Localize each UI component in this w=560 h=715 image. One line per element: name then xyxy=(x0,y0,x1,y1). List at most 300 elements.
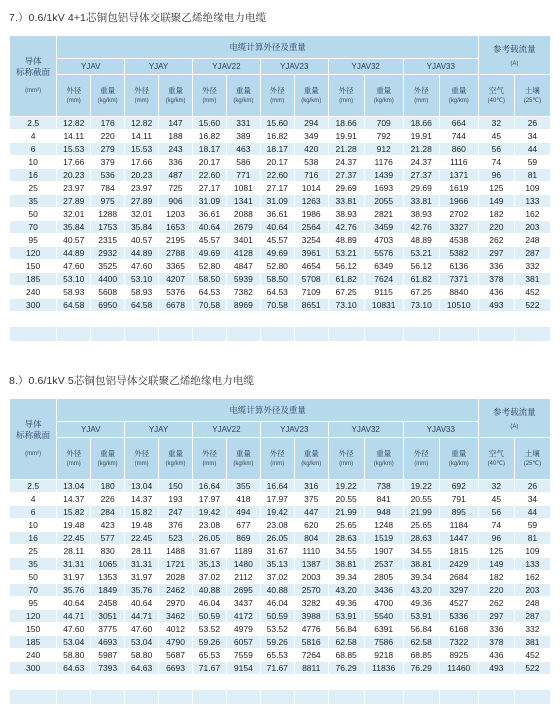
value-cell: 378 xyxy=(478,636,514,649)
empty-cell xyxy=(260,690,294,705)
section-title-8: 8.）0.6/1kV 5芯铜包铝导体交联聚乙烯绝缘电力电缆 xyxy=(9,375,255,387)
value-cell: 7322 xyxy=(439,636,478,649)
value-cell: 31.09 xyxy=(192,195,226,208)
value-cell: 4654 xyxy=(294,260,328,273)
empty-cell xyxy=(328,690,364,705)
empty-row xyxy=(10,690,551,705)
value-cell: 61.82 xyxy=(328,273,364,286)
value-cell: 1488 xyxy=(159,545,193,558)
od-subheader-unit: (mm) xyxy=(202,97,217,104)
value-cell: 32 xyxy=(478,480,514,493)
empty-cell xyxy=(260,327,294,342)
value-cell: 22.60 xyxy=(192,169,226,182)
table-row xyxy=(10,234,551,247)
value-cell: 56.12 xyxy=(328,260,364,273)
value-cell: 349 xyxy=(294,130,328,143)
weight-subheader xyxy=(91,75,125,117)
empty-cell xyxy=(91,675,125,690)
size-cell: 25 xyxy=(10,182,57,195)
model-header: YJAV22 xyxy=(192,59,260,75)
value-cell: 150 xyxy=(159,480,193,493)
od-subheader-unit: (mm) xyxy=(270,97,285,104)
value-cell: 47.60 xyxy=(57,623,91,636)
value-cell: 860 xyxy=(439,143,478,156)
value-cell: 96 xyxy=(478,169,514,182)
value-cell: 21.99 xyxy=(403,506,439,519)
value-cell: 9154 xyxy=(226,662,260,675)
size-cell: 2.5 xyxy=(10,117,57,130)
value-cell: 18.66 xyxy=(328,117,364,130)
value-cell: 7393 xyxy=(91,662,125,675)
empty-cell xyxy=(478,327,514,342)
air-subheader-unit: (40℃) xyxy=(487,97,506,104)
value-cell: 2028 xyxy=(159,571,193,584)
value-cell: 35.84 xyxy=(125,221,159,234)
weight-subheader-unit: (kg/km) xyxy=(448,97,469,104)
value-cell: 24.37 xyxy=(328,156,364,169)
value-cell: 73.10 xyxy=(403,299,439,312)
value-cell: 64.63 xyxy=(125,662,159,675)
value-cell: 664 xyxy=(439,117,478,130)
value-cell: 58.93 xyxy=(125,286,159,299)
value-cell: 536 xyxy=(91,169,125,182)
value-cell: 28.63 xyxy=(403,532,439,545)
value-cell: 31.97 xyxy=(125,571,159,584)
od-subheader-unit: (mm) xyxy=(66,97,81,104)
value-cell: 6950 xyxy=(91,299,125,312)
value-cell: 14.37 xyxy=(125,493,159,506)
size-header-unit: (mm²) xyxy=(25,87,42,94)
value-cell: 26.05 xyxy=(192,532,226,545)
size-cell: 185 xyxy=(10,636,57,649)
value-cell: 3401 xyxy=(226,234,260,247)
value-cell: 22.45 xyxy=(125,532,159,545)
value-cell: 2003 xyxy=(294,571,328,584)
value-cell: 81 xyxy=(514,532,550,545)
value-cell: 58.80 xyxy=(57,649,91,662)
value-cell: 16.82 xyxy=(260,130,294,143)
size-header-label: 导体 标称截面 xyxy=(16,418,51,440)
value-cell: 784 xyxy=(91,182,125,195)
value-cell: 27.17 xyxy=(192,182,226,195)
value-cell: 20.23 xyxy=(57,169,91,182)
value-cell: 792 xyxy=(364,130,403,143)
value-cell: 58.50 xyxy=(192,273,226,286)
value-cell: 44.71 xyxy=(57,610,91,623)
value-cell: 522 xyxy=(514,299,550,312)
value-cell: 32 xyxy=(478,117,514,130)
value-cell: 109 xyxy=(514,182,550,195)
value-cell: 3437 xyxy=(226,597,260,610)
value-cell: 28.11 xyxy=(125,545,159,558)
value-cell: 5687 xyxy=(159,649,193,662)
value-cell: 1447 xyxy=(439,532,478,545)
value-cell: 64.58 xyxy=(57,299,91,312)
soil-subheader-unit: (25℃) xyxy=(523,97,542,104)
od-subheader xyxy=(403,75,439,117)
value-cell: 436 xyxy=(478,286,514,299)
value-cell: 56.12 xyxy=(403,260,439,273)
value-cell: 64.63 xyxy=(57,662,91,675)
table-row xyxy=(10,532,551,545)
value-cell: 25.65 xyxy=(328,519,364,532)
empty-cell xyxy=(439,327,478,342)
size-cell: 120 xyxy=(10,610,57,623)
value-cell: 49.36 xyxy=(403,597,439,610)
empty-cell xyxy=(226,690,260,705)
value-cell: 423 xyxy=(91,519,125,532)
value-cell: 42.76 xyxy=(328,221,364,234)
value-cell: 59 xyxy=(514,519,550,532)
empty-cell xyxy=(478,675,514,690)
weight-subheader-label: 重量 xyxy=(235,448,251,458)
value-cell: 59 xyxy=(514,156,550,169)
value-cell: 176 xyxy=(91,117,125,130)
value-cell: 791 xyxy=(439,493,478,506)
value-cell: 6693 xyxy=(159,662,193,675)
table-row xyxy=(10,221,551,234)
value-cell: 7371 xyxy=(439,273,478,286)
value-cell: 2970 xyxy=(159,597,193,610)
value-cell: 5540 xyxy=(364,610,403,623)
value-cell: 2695 xyxy=(226,584,260,597)
value-cell: 14.11 xyxy=(57,130,91,143)
value-cell: 49.69 xyxy=(192,247,226,260)
od-subheader-unit: (mm) xyxy=(414,97,429,104)
value-cell: 149 xyxy=(478,195,514,208)
value-cell: 677 xyxy=(226,519,260,532)
value-cell: 8925 xyxy=(439,649,478,662)
value-cell: 15.53 xyxy=(57,143,91,156)
value-cell: 3365 xyxy=(159,260,193,273)
value-cell: 1341 xyxy=(226,195,260,208)
value-cell: 18.17 xyxy=(260,143,294,156)
soil-subheader-label: 土壤 xyxy=(524,448,540,458)
value-cell: 24.37 xyxy=(403,156,439,169)
value-cell: 53.91 xyxy=(403,610,439,623)
value-cell: 6678 xyxy=(159,299,193,312)
value-cell: 2564 xyxy=(294,221,328,234)
value-cell: 5376 xyxy=(159,286,193,299)
value-cell: 28.63 xyxy=(328,532,364,545)
value-cell: 1176 xyxy=(364,156,403,169)
table-row xyxy=(10,208,551,221)
value-cell: 6391 xyxy=(364,623,403,636)
model-header: YJAV32 xyxy=(328,59,403,75)
value-cell: 50.59 xyxy=(192,610,226,623)
empty-cell xyxy=(125,327,159,342)
value-cell: 71.67 xyxy=(192,662,226,675)
od-subheader-label: 外径 xyxy=(338,85,354,95)
value-cell: 13.04 xyxy=(57,480,91,493)
value-cell: 17.97 xyxy=(192,493,226,506)
empty-cell xyxy=(514,690,550,705)
od-subheader-unit: (mm) xyxy=(134,460,149,467)
empty-cell xyxy=(294,327,328,342)
size-cell: 25 xyxy=(10,545,57,558)
value-cell: 31.67 xyxy=(192,545,226,558)
value-cell: 7624 xyxy=(364,273,403,286)
value-cell: 7586 xyxy=(364,636,403,649)
value-cell: 32.01 xyxy=(125,208,159,221)
empty-cell xyxy=(159,312,193,327)
value-cell: 48.89 xyxy=(328,234,364,247)
value-cell: 4700 xyxy=(364,597,403,610)
value-cell: 12.82 xyxy=(125,117,159,130)
value-cell: 65.53 xyxy=(260,649,294,662)
value-cell: 21.99 xyxy=(328,506,364,519)
weight-subheader-label: 重量 xyxy=(100,448,116,458)
value-cell: 895 xyxy=(439,506,478,519)
value-cell: 243 xyxy=(159,143,193,156)
value-cell: 23.97 xyxy=(125,182,159,195)
value-cell: 27.37 xyxy=(328,169,364,182)
table-row xyxy=(10,636,551,649)
value-cell: 5382 xyxy=(439,247,478,260)
empty-cell xyxy=(478,312,514,327)
value-cell: 38.93 xyxy=(328,208,364,221)
value-cell: 70.58 xyxy=(260,299,294,312)
value-cell: 18.17 xyxy=(192,143,226,156)
weight-subheader xyxy=(159,438,193,480)
value-cell: 247 xyxy=(159,506,193,519)
value-cell: 725 xyxy=(159,182,193,195)
od-subheader xyxy=(57,75,91,117)
od-subheader-label: 外径 xyxy=(201,85,217,95)
size-cell: 2.5 xyxy=(10,480,57,493)
value-cell: 64.53 xyxy=(192,286,226,299)
value-cell: 4012 xyxy=(159,623,193,636)
value-cell: 58.80 xyxy=(125,649,159,662)
empty-cell xyxy=(91,312,125,327)
value-cell: 19.22 xyxy=(403,480,439,493)
value-cell: 11836 xyxy=(364,662,403,675)
empty-cell xyxy=(328,675,364,690)
value-cell: 1288 xyxy=(91,208,125,221)
value-cell: 1110 xyxy=(294,545,328,558)
value-cell: 1721 xyxy=(159,558,193,571)
od-subheader-label: 外径 xyxy=(134,448,150,458)
empty-cell xyxy=(364,675,403,690)
table-row xyxy=(10,143,551,156)
empty-cell xyxy=(125,690,159,705)
value-cell: 912 xyxy=(364,143,403,156)
empty-cell xyxy=(439,312,478,327)
model-header: YJAV33 xyxy=(403,59,478,75)
table-row xyxy=(10,493,551,506)
value-cell: 709 xyxy=(364,117,403,130)
value-cell: 53.52 xyxy=(192,623,226,636)
model-header: YJAV33 xyxy=(403,422,478,438)
empty-cell xyxy=(294,312,328,327)
value-cell: 44 xyxy=(514,143,550,156)
weight-subheader-label: 重量 xyxy=(100,85,116,95)
value-cell: 32.01 xyxy=(57,208,91,221)
value-cell: 9115 xyxy=(364,286,403,299)
value-cell: 64.53 xyxy=(260,286,294,299)
cable-table-5-core xyxy=(9,398,551,705)
value-cell: 1248 xyxy=(364,519,403,532)
value-cell: 8651 xyxy=(294,299,328,312)
empty-cell xyxy=(403,690,439,705)
value-cell: 522 xyxy=(514,662,550,675)
value-cell: 220 xyxy=(91,130,125,143)
value-cell: 1619 xyxy=(439,182,478,195)
od-subheader-label: 外径 xyxy=(134,85,150,95)
value-cell: 1986 xyxy=(294,208,328,221)
size-cell: 6 xyxy=(10,143,57,156)
value-cell: 5576 xyxy=(364,247,403,260)
od-subheader-unit: (mm) xyxy=(134,97,149,104)
value-cell: 1353 xyxy=(91,571,125,584)
value-cell: 180 xyxy=(91,480,125,493)
value-cell: 33.81 xyxy=(328,195,364,208)
weight-subheader xyxy=(439,75,478,117)
value-cell: 16.64 xyxy=(260,480,294,493)
size-header xyxy=(10,399,57,480)
size-cell: 300 xyxy=(10,299,57,312)
value-cell: 804 xyxy=(294,532,328,545)
value-cell: 38.81 xyxy=(403,558,439,571)
value-cell: 906 xyxy=(159,195,193,208)
value-cell: 44.71 xyxy=(125,610,159,623)
value-cell: 3525 xyxy=(91,260,125,273)
weight-subheader xyxy=(364,75,403,117)
value-cell: 48.89 xyxy=(403,234,439,247)
value-cell: 162 xyxy=(514,571,550,584)
value-cell: 5336 xyxy=(439,610,478,623)
value-cell: 6168 xyxy=(439,623,478,636)
value-cell: 2112 xyxy=(226,571,260,584)
value-cell: 19.22 xyxy=(328,480,364,493)
value-cell: 1966 xyxy=(439,195,478,208)
value-cell: 47.60 xyxy=(125,623,159,636)
value-cell: 2537 xyxy=(364,558,403,571)
value-cell: 125 xyxy=(478,545,514,558)
value-cell: 381 xyxy=(514,273,550,286)
value-cell: 1184 xyxy=(439,519,478,532)
value-cell: 5987 xyxy=(91,649,125,662)
value-cell: 15.82 xyxy=(57,506,91,519)
model-header: YJAY xyxy=(125,59,193,75)
value-cell: 203 xyxy=(514,584,550,597)
value-cell: 81 xyxy=(514,169,550,182)
value-cell: 3282 xyxy=(294,597,328,610)
size-cell: 95 xyxy=(10,597,57,610)
value-cell: 11460 xyxy=(439,662,478,675)
value-cell: 31.97 xyxy=(57,571,91,584)
model-header: YJAV23 xyxy=(260,59,328,75)
value-cell: 76.29 xyxy=(328,662,364,675)
size-cell: 240 xyxy=(10,286,57,299)
table-row xyxy=(10,584,551,597)
value-cell: 43.20 xyxy=(403,584,439,597)
value-cell: 26 xyxy=(514,480,550,493)
empty-cell xyxy=(57,312,91,327)
weight-subheader-label: 重量 xyxy=(451,448,467,458)
value-cell: 538 xyxy=(294,156,328,169)
value-cell: 40.64 xyxy=(57,597,91,610)
value-cell: 3459 xyxy=(364,221,403,234)
weight-subheader-label: 重量 xyxy=(376,85,392,95)
value-cell: 188 xyxy=(159,130,193,143)
ampacity-header-label: 参考载流量 xyxy=(493,407,536,417)
air-subheader xyxy=(478,75,514,117)
value-cell: 39.34 xyxy=(403,571,439,584)
value-cell: 332 xyxy=(514,623,550,636)
value-cell: 378 xyxy=(478,273,514,286)
value-cell: 436 xyxy=(478,649,514,662)
weight-subheader xyxy=(364,438,403,480)
value-cell: 379 xyxy=(91,156,125,169)
value-cell: 6136 xyxy=(439,260,478,273)
value-cell: 355 xyxy=(226,480,260,493)
value-cell: 46.04 xyxy=(192,597,226,610)
empty-cell xyxy=(192,327,226,342)
value-cell: 4693 xyxy=(91,636,125,649)
od-subheader-unit: (mm) xyxy=(339,97,354,104)
value-cell: 1203 xyxy=(159,208,193,221)
empty-row xyxy=(10,312,551,327)
value-cell: 61.82 xyxy=(403,273,439,286)
value-cell: 620 xyxy=(294,519,328,532)
value-cell: 19.48 xyxy=(57,519,91,532)
value-cell: 56.84 xyxy=(403,623,439,636)
value-cell: 2821 xyxy=(364,208,403,221)
air-subheader xyxy=(478,438,514,480)
value-cell: 418 xyxy=(226,493,260,506)
value-cell: 15.60 xyxy=(260,117,294,130)
value-cell: 65.53 xyxy=(192,649,226,662)
empty-cell xyxy=(514,312,550,327)
value-cell: 336 xyxy=(478,260,514,273)
model-header: YJAV xyxy=(57,422,125,438)
weight-subheader xyxy=(294,75,328,117)
value-cell: 53.91 xyxy=(328,610,364,623)
value-cell: 193 xyxy=(159,493,193,506)
value-cell: 2429 xyxy=(439,558,478,571)
value-cell: 744 xyxy=(439,130,478,143)
empty-cell xyxy=(514,675,550,690)
empty-cell xyxy=(192,690,226,705)
weight-subheader xyxy=(439,438,478,480)
size-cell: 70 xyxy=(10,584,57,597)
value-cell: 2702 xyxy=(439,208,478,221)
size-cell: 185 xyxy=(10,273,57,286)
value-cell: 452 xyxy=(514,649,550,662)
value-cell: 4790 xyxy=(159,636,193,649)
size-cell: 50 xyxy=(10,208,57,221)
value-cell: 53.10 xyxy=(57,273,91,286)
value-cell: 10510 xyxy=(439,299,478,312)
size-header-unit: (mm²) xyxy=(25,450,42,457)
size-cell: 240 xyxy=(10,649,57,662)
empty-cell xyxy=(10,690,57,705)
value-cell: 40.88 xyxy=(260,584,294,597)
value-cell: 35.76 xyxy=(125,584,159,597)
empty-cell xyxy=(478,690,514,705)
weight-subheader-label: 重量 xyxy=(376,448,392,458)
value-cell: 841 xyxy=(364,493,403,506)
model-header: YJAV xyxy=(57,59,125,75)
value-cell: 27.89 xyxy=(57,195,91,208)
value-cell: 738 xyxy=(364,480,403,493)
value-cell: 62.58 xyxy=(403,636,439,649)
value-cell: 23.08 xyxy=(192,519,226,532)
value-cell: 1519 xyxy=(364,532,403,545)
value-cell: 297 xyxy=(478,247,514,260)
value-cell: 6057 xyxy=(226,636,260,649)
